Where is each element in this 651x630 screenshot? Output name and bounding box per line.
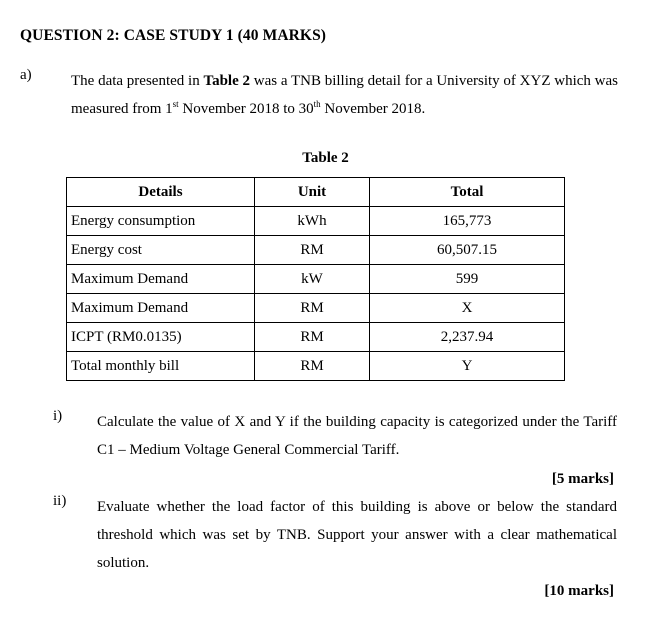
table-reference: Table 2: [203, 73, 250, 89]
cell-details: Energy consumption: [67, 207, 255, 236]
cell-total: X: [370, 294, 565, 323]
cell-unit: RM: [255, 294, 370, 323]
header-total: Total: [370, 178, 565, 207]
marks-i: [5 marks]: [551, 471, 614, 487]
cell-details: Total monthly bill: [67, 352, 255, 381]
superscript-st: st: [172, 99, 179, 109]
part-a-text-4: November 2018.: [320, 101, 426, 117]
cell-details: Energy cost: [67, 236, 255, 265]
sub-question-label-i: i): [53, 408, 63, 424]
table-row: [67, 207, 565, 236]
question-heading: QUESTION 2: CASE STUDY 1 (40 MARKS): [20, 27, 327, 44]
billing-table: [66, 177, 565, 381]
table-row: [67, 294, 565, 323]
part-a-text-3: November 2018 to 30: [178, 101, 314, 117]
cell-details: Maximum Demand: [67, 294, 255, 323]
table-row: [67, 265, 565, 294]
table-row: [67, 323, 565, 352]
cell-unit: kWh: [255, 207, 370, 236]
superscript-th: th: [313, 99, 321, 109]
marks-ii: [10 marks]: [544, 583, 614, 599]
cell-unit: RM: [255, 352, 370, 381]
cell-total: 165,773: [370, 207, 565, 236]
cell-details: Maximum Demand: [67, 265, 255, 294]
table-header-row: [67, 178, 565, 207]
sub-question-label-ii: ii): [53, 493, 67, 509]
header-details: Details: [67, 178, 255, 207]
cell-total: 2,237.94: [370, 323, 565, 352]
cell-unit: RM: [255, 236, 370, 265]
table-caption: Table 2: [302, 150, 349, 166]
table-row: [67, 352, 565, 381]
cell-total: 599: [370, 265, 565, 294]
cell-total: Y: [370, 352, 565, 381]
sub-question-text-ii: Evaluate whether the load factor of this building is above or below the standard threshold which was set by TNB. Support your answer with a clear mathematical solution.: [97, 499, 617, 571]
cell-details: ICPT (RM0.0135): [67, 323, 255, 352]
sub-question-text-i: Calculate the value of X and Y if the building capacity is categorized under the Tariff C1 – Medium Voltage General Commercial Tariff.: [97, 414, 617, 458]
part-a-label: a): [20, 67, 32, 83]
header-unit: Unit: [255, 178, 370, 207]
cell-unit: kW: [255, 265, 370, 294]
cell-total: 60,507.15: [370, 236, 565, 265]
part-a-text-1: The data presented in: [71, 73, 204, 89]
table-row: [67, 236, 565, 265]
part-a-text-2: was a TNB billing detail for a University of XYZ which was measured from 1: [71, 73, 618, 117]
cell-unit: RM: [255, 323, 370, 352]
part-a-text: [71, 67, 621, 123]
